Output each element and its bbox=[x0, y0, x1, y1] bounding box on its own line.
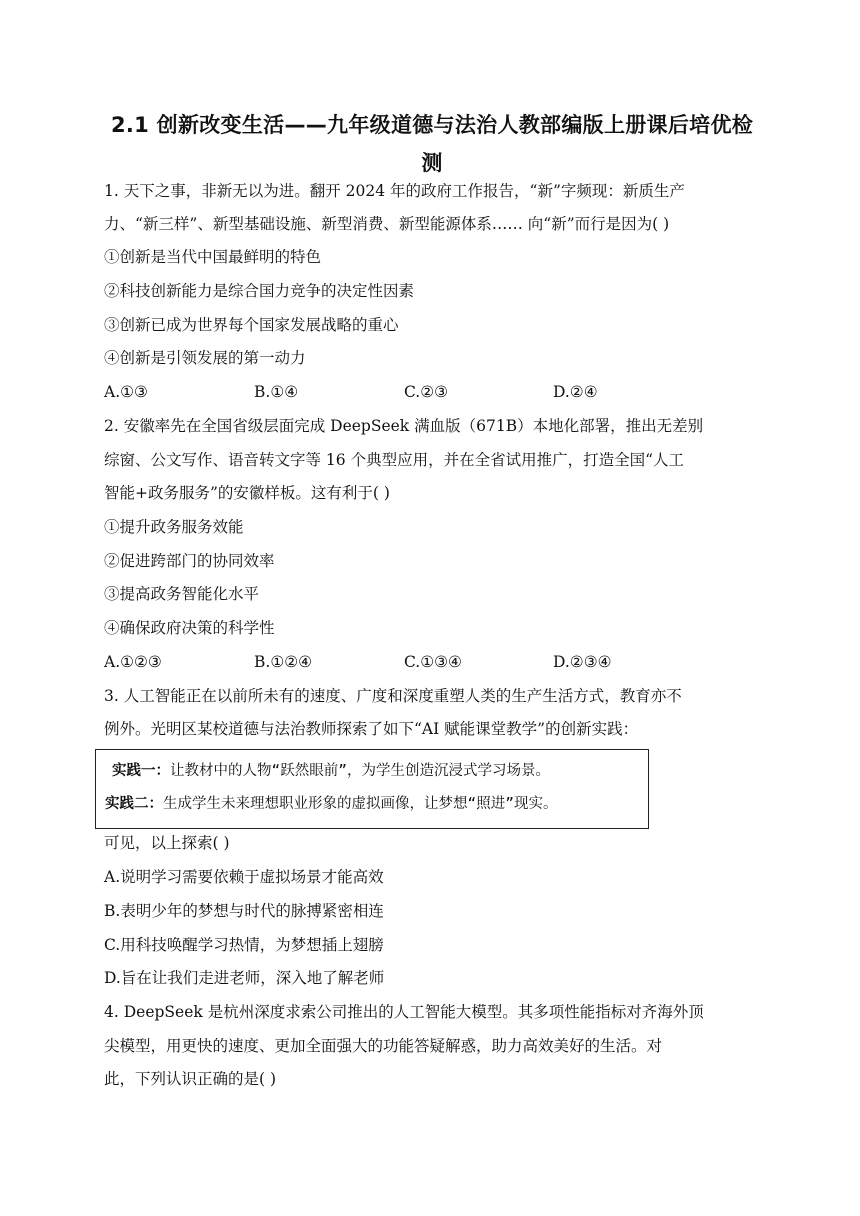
q1-option-a: A.①③ bbox=[104, 383, 148, 401]
q1-item-3: ③创新已成为世界每个国家发展战略的重心 bbox=[104, 316, 399, 334]
practice-1 bbox=[112, 761, 550, 781]
q1-option-c: C.②③ bbox=[404, 383, 449, 401]
q2-item-2: ②促进跨部门的协同效率 bbox=[104, 552, 275, 570]
q2-stem-line-2: 综窗、公文写作、语音转文字等 16 个典型应用，并在全省试用推广，打造全国“人工 bbox=[104, 451, 685, 469]
q1-item-4: ④创新是引领发展的第一动力 bbox=[104, 349, 306, 367]
q3-choice-c: C.用科技唤醒学习热情，为梦想插上翅膀 bbox=[104, 936, 384, 954]
q2-option-b: B.①②④ bbox=[254, 653, 313, 671]
q1-stem-line-1: 1. 天下之事，非新无以为进。翻开 2024 年的政府工作报告，“新”字频现：新质生产 bbox=[104, 182, 685, 200]
q3-stem-line-2: 例外。光明区某校道德与法治教师探索了如下“AI 赋能课堂教学”的创新实践： bbox=[104, 720, 639, 738]
q2-stem-line-1: 2. 安徽率先在全国省级层面完成 DeepSeek 满血版（671B）本地化部署，推出无差别 bbox=[104, 417, 704, 435]
q2-stem-line-3: 智能+政务服务”的安徽样板。这有利于( ) bbox=[104, 484, 390, 502]
practice-2-text: 生成学生未来理想职业形象的虚拟画像，让梦想“照进”现实。 bbox=[163, 796, 558, 812]
practice-2 bbox=[105, 794, 557, 814]
q1-option-d: D.②④ bbox=[553, 383, 598, 401]
q1-stem-line-2: 力、“新三样”、新型基础设施、新型消费、新型能源体系…… 向“新”而行是因为( ) bbox=[104, 215, 670, 233]
practice-1-text: 让教材中的人物“跃然眼前”，为学生创造沉浸式学习场景。 bbox=[170, 763, 550, 779]
q3-choice-d: D.旨在让我们走进老师，深入地了解老师 bbox=[104, 969, 385, 987]
document-title bbox=[104, 106, 760, 182]
q2-option-c: C.①③④ bbox=[404, 653, 462, 671]
q4-stem-line-2: 尖模型，用更快的速度、更加全面强大的功能答疑解惑，助力高效美好的生活。对 bbox=[104, 1037, 663, 1055]
q4-stem-line-3: 此，下列认识正确的是( ) bbox=[104, 1070, 277, 1088]
practice-2-label: 实践二： bbox=[105, 796, 163, 812]
q2-option-a: A.①②③ bbox=[104, 653, 162, 671]
q4-stem-line-1: 4. DeepSeek 是杭州深度求索公司推出的人工智能大模型。其多项性能指标对齐海外顶 bbox=[104, 1003, 704, 1021]
q3-stem-line-1: 3. 人工智能正在以前所未有的速度、广度和深度重塑人类的生产生活方式，教育亦不 bbox=[104, 687, 682, 705]
q3-question: 可见，以上探索( ) bbox=[104, 834, 230, 852]
q1-item-2: ②科技创新能力是综合国力竞争的决定性因素 bbox=[104, 282, 415, 300]
q3-choice-b: B.表明少年的梦想与时代的脉搏紧密相连 bbox=[104, 902, 384, 920]
q3-choice-a: A.说明学习需要依赖于虚拟场景才能高效 bbox=[104, 868, 384, 886]
title-line-1: 2.1 创新改变生活——九年级道德与法治人教部编版上册课后培优检 bbox=[110, 113, 754, 137]
q1-option-b: B.①④ bbox=[254, 383, 299, 401]
q2-item-4: ④确保政府决策的科学性 bbox=[104, 619, 275, 637]
q1-item-1: ①创新是当代中国最鲜明的特色 bbox=[104, 248, 322, 266]
practice-box bbox=[95, 749, 649, 829]
practice-1-label: 实践一： bbox=[112, 763, 170, 779]
q2-option-d: D.②③④ bbox=[553, 653, 612, 671]
q2-item-1: ①提升政务服务效能 bbox=[104, 518, 244, 536]
title-line-2: 测 bbox=[421, 151, 443, 175]
q2-item-3: ③提高政务智能化水平 bbox=[104, 585, 260, 603]
